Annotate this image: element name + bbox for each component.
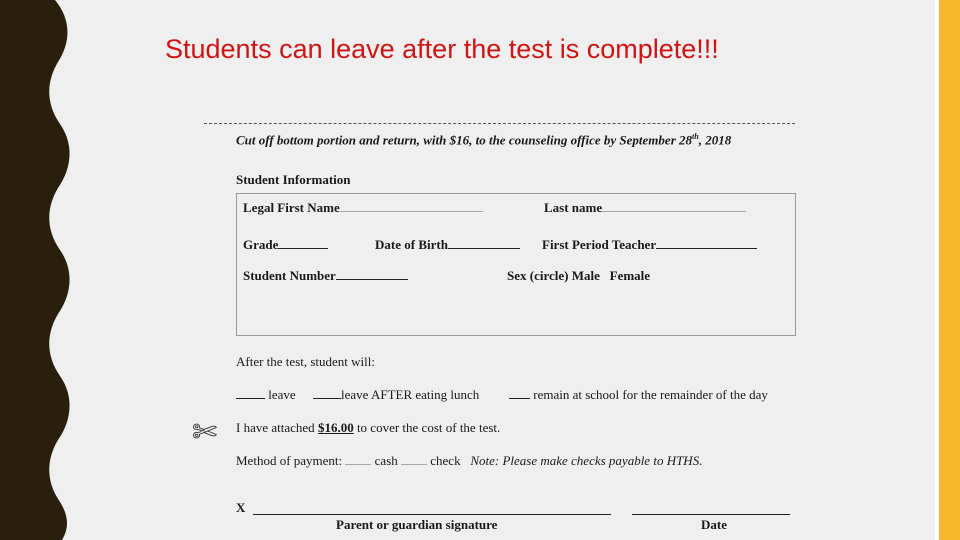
payment-check-blank[interactable] <box>401 453 427 465</box>
date-line[interactable] <box>632 514 790 515</box>
first-period-teacher-label: First Period Teacher <box>542 237 657 252</box>
cut-instruction-prefix: Cut off bottom portion and return, with $16, to the counseling office by September 28 <box>236 132 693 148</box>
option-leave-after-lunch[interactable] <box>313 387 479 403</box>
scissors-icon: ✄ <box>192 415 218 450</box>
attached-prefix: I have attached <box>236 420 318 435</box>
last-name-field[interactable] <box>544 200 746 216</box>
legal-first-name-field[interactable] <box>243 200 483 216</box>
signature-x: X <box>236 500 246 515</box>
option-leave-after-lunch-label: leave AFTER eating lunch <box>341 387 480 402</box>
payment-check-label: check <box>430 453 461 468</box>
last-name-blank[interactable] <box>602 200 746 212</box>
option-remain[interactable] <box>509 387 768 403</box>
attached-suffix: to cover the cost of the test. <box>353 420 501 435</box>
cut-instruction <box>236 132 731 148</box>
last-name-label: Last name <box>544 200 603 215</box>
grade-field[interactable] <box>243 237 328 253</box>
section-heading: Student Information <box>236 172 351 187</box>
payment-note: Note: Please make checks payable to HTHS. <box>470 453 703 468</box>
payment-label: Method of payment: <box>236 453 343 468</box>
sex-label[interactable]: Sex (circle) Male <box>507 268 600 283</box>
attached-statement <box>236 420 500 436</box>
student-number-field[interactable] <box>243 268 408 284</box>
date-of-birth-blank[interactable] <box>448 237 520 249</box>
payment-cash-label: cash <box>374 453 398 468</box>
after-test-heading: After the test, student will: <box>236 354 376 369</box>
legal-first-name-blank[interactable] <box>340 200 483 212</box>
sex-female-option[interactable]: Female <box>609 268 651 283</box>
cut-dashed-line <box>204 123 795 124</box>
grade-label: Grade <box>243 237 279 252</box>
date-of-birth-field[interactable] <box>375 237 520 253</box>
payment-cash-blank[interactable] <box>345 453 371 465</box>
first-period-teacher-field[interactable] <box>542 237 757 253</box>
student-number-label: Student Number <box>243 268 336 283</box>
student-number-blank[interactable] <box>336 268 408 280</box>
option-remain-blank[interactable] <box>509 387 530 399</box>
signature-label: Parent or guardian signature <box>336 517 498 532</box>
option-leave-after-lunch-blank[interactable] <box>313 387 341 399</box>
signature-line[interactable] <box>253 514 611 515</box>
option-leave-blank[interactable] <box>236 387 265 399</box>
option-remain-label: remain at school for the remainder of the day <box>533 387 768 402</box>
cut-instruction-sup: th <box>692 132 699 141</box>
date-of-birth-label: Date of Birth <box>375 237 448 252</box>
option-leave[interactable] <box>236 387 296 403</box>
slide-title: Students can leave after the test is complete!!! <box>165 34 719 64</box>
sex-field <box>507 268 650 284</box>
legal-first-name-label: Legal First Name <box>243 200 340 215</box>
payment-method-row <box>236 453 702 469</box>
grade-blank[interactable] <box>278 237 328 249</box>
date-label: Date <box>701 517 727 532</box>
option-leave-label: leave <box>268 387 296 402</box>
first-period-teacher-blank[interactable] <box>656 237 757 249</box>
attached-amount: $16.00 <box>317 420 354 435</box>
cut-instruction-suffix: , 2018 <box>698 132 732 148</box>
